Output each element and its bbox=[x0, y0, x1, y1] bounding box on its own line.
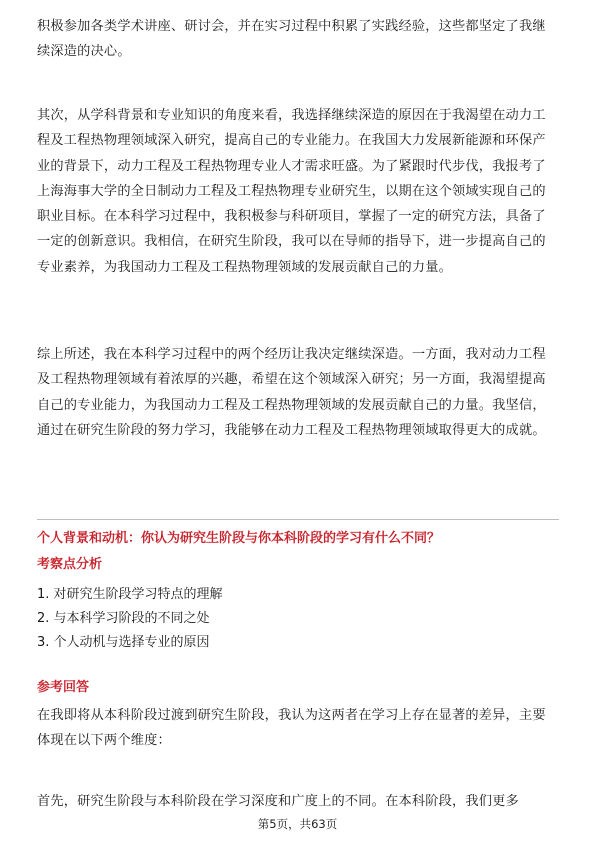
body-paragraph-3: 综上所述，我在本科学习过程中的两个经历让我决定继续深造。一方面，我对动力工程及工程热物理领域有着浓厚的兴趣，希望在这个领域深入研究；另一方面，我渴望提高自己的专业能力，为我国动力工程及工程热物理领域的发展贡献自己的力量。我坚信，通过在研究生阶段的努力学习，我能够在动力工程及工程热物理领域取得更大的成就。 bbox=[37, 347, 546, 438]
list-item: 3. 个人动机与选择专业的原因 bbox=[37, 635, 210, 650]
analysis-list bbox=[37, 583, 223, 655]
page-number: 第5页，共63页 bbox=[257, 817, 338, 831]
answer-paragraph-1: 在我即将从本科阶段过渡到研究生阶段，我认为这两者在学习上存在显著的差异，主要体现在以下两个维度： bbox=[37, 708, 546, 749]
list-item: 2. 与本科学习阶段的不同之处 bbox=[37, 611, 210, 626]
question-heading: 个人背景和动机：你认为研究生阶段与你本科阶段的学习有什么不同？ bbox=[37, 531, 441, 546]
answer-paragraph-2: 首先，研究生阶段与本科阶段在学习深度和广度上的不同。在本科阶段，我们更多 bbox=[37, 794, 519, 809]
analysis-heading: 考察点分析 bbox=[37, 557, 103, 572]
body-paragraph-2: 其次，从学科背景和专业知识的角度来看，我选择继续深造的原因在于我渴望在动力工程及工程热物理领域深入研究，提高自己的专业能力。在我国大力发展新能源和环保产业的背景下，动力工程及工程热物理专业人才需求旺盛。为了紧跟时代步伐，我报考了上海海事大学的全日制动力工程及工程热物理专业研究生，以期在这个领域实现自己的职业目标。在本科学习过程中，我积极参与科研项目，掌握了一定的研究方法，具备了一定的创新意识。我相信，在研究生阶段，我可以在导师的指导下，进一步提高自己的专业素养，为我国动力工程及工程热物理领域的发展贡献自己的力量。 bbox=[37, 108, 546, 275]
body-paragraph-1: 积极参加各类学术讲座、研讨会，并在实习过程中积累了实践经验，这些都坚定了我继续深造的决心。 bbox=[37, 19, 546, 60]
answer-heading: 参考回答 bbox=[37, 680, 90, 695]
section-divider bbox=[37, 519, 559, 520]
list-item: 1. 对研究生阶段学习特点的理解 bbox=[37, 587, 223, 602]
